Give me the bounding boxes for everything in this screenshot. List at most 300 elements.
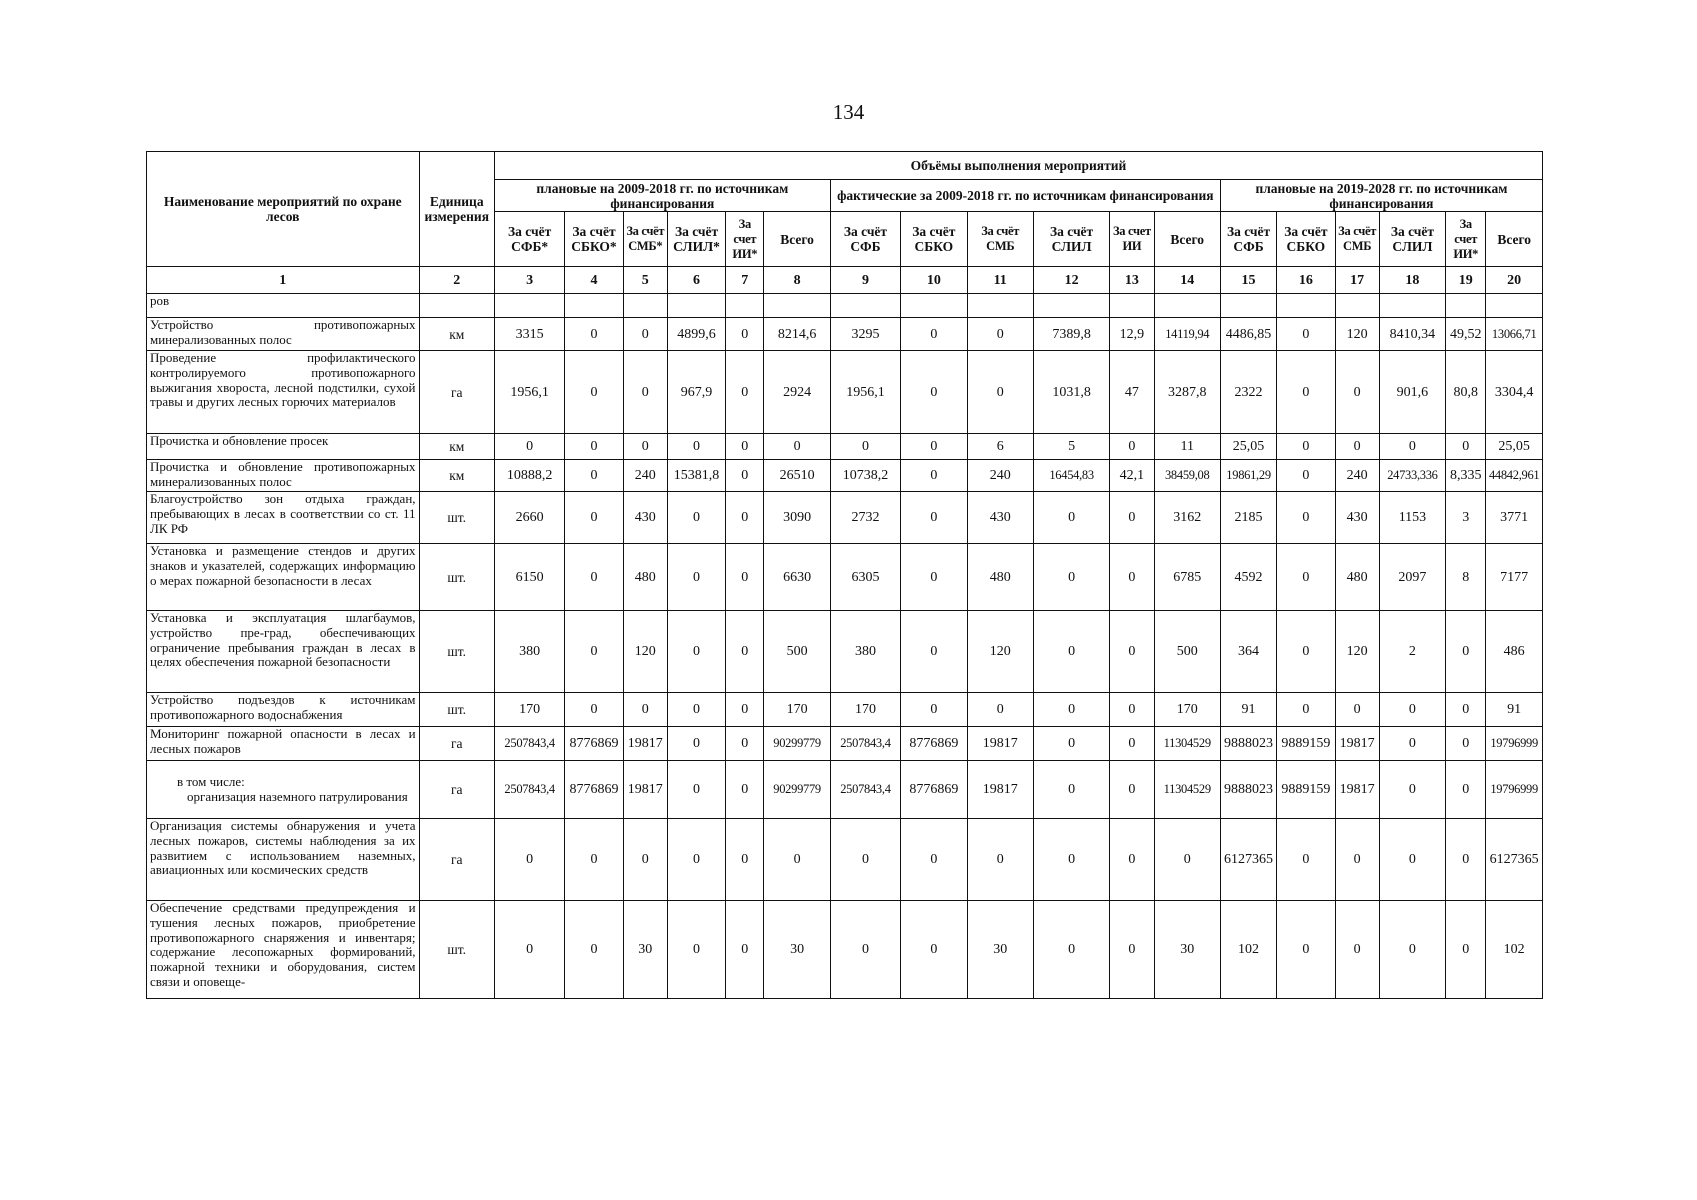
- value-cell: 8776869: [901, 761, 967, 819]
- value-cell: 9889159: [1277, 761, 1335, 819]
- value-cell: 0: [726, 611, 764, 693]
- value-cell: 0: [967, 819, 1033, 901]
- value-cell: 170: [764, 693, 830, 727]
- value-cell: 0: [1446, 611, 1486, 693]
- value-cell: 0: [726, 761, 764, 819]
- value-cell: 10738,2: [830, 460, 900, 492]
- value-cell: 0: [764, 819, 830, 901]
- value-cell: 0: [726, 901, 764, 999]
- value-cell: 0: [1379, 434, 1445, 460]
- value-cell: [494, 294, 564, 318]
- value-cell: 8: [1446, 544, 1486, 611]
- column-number: 16: [1277, 267, 1335, 294]
- subheader-actual-2009-6: Всего: [1154, 212, 1220, 267]
- value-cell: 0: [830, 901, 900, 999]
- subheader-planned-2019-4: За счёт СЛИЛ: [1379, 212, 1445, 267]
- value-cell: 967,9: [667, 351, 725, 434]
- value-cell: 0: [565, 819, 623, 901]
- value-cell: 0: [565, 318, 623, 351]
- value-cell: [1277, 294, 1335, 318]
- subheader-actual-2009-1: За счёт СФБ: [830, 212, 900, 267]
- value-cell: [623, 294, 667, 318]
- subheader-actual-2009-4: За счёт СЛИЛ: [1033, 212, 1109, 267]
- value-cell: 0: [494, 819, 564, 901]
- value-cell: 19817: [967, 727, 1033, 761]
- value-cell: 0: [667, 611, 725, 693]
- activity-name: Установка и эксплуатация шлагбаумов, устройство пре-град, обеспечивающих ограничение пребывания граждан в лесах в целях обеспечения пожарной безопасности: [147, 611, 420, 693]
- value-cell: 2: [1379, 611, 1445, 693]
- header-name: Наименование мероприятий по охране лесов: [147, 152, 420, 267]
- value-cell: 6: [967, 434, 1033, 460]
- value-cell: 30: [1154, 901, 1220, 999]
- value-cell: [1335, 294, 1379, 318]
- value-cell: 0: [901, 434, 967, 460]
- unit-cell: шт.: [419, 611, 494, 693]
- value-cell: 0: [1446, 727, 1486, 761]
- value-cell: 26510: [764, 460, 830, 492]
- column-number: 19: [1446, 267, 1486, 294]
- value-cell: 1031,8: [1033, 351, 1109, 434]
- header-planned-2009: плановые на 2009-2018 гг. по источникам финансирования: [494, 180, 830, 212]
- value-cell: 0: [1277, 819, 1335, 901]
- value-cell: 364: [1220, 611, 1276, 693]
- value-cell: 0: [764, 434, 830, 460]
- value-cell: [901, 294, 967, 318]
- value-cell: [967, 294, 1033, 318]
- value-cell: 19796999: [1486, 761, 1543, 819]
- value-cell: 2507843,4: [494, 761, 564, 819]
- value-cell: 0: [667, 819, 725, 901]
- value-cell: 380: [494, 611, 564, 693]
- activity-name: Обеспечение средствами предупреждения и тушения лесных пожаров, приобретение противопожарного снаряжения и инвентаря; содержание лесопожарных формирований, пожарной техники и оборудования, систем связи и оповеще-: [147, 901, 420, 999]
- unit-cell: шт.: [419, 693, 494, 727]
- value-cell: [565, 294, 623, 318]
- value-cell: 0: [1033, 901, 1109, 999]
- value-cell: 44842,961: [1486, 460, 1543, 492]
- column-number: 13: [1110, 267, 1154, 294]
- value-cell: 0: [726, 351, 764, 434]
- value-cell: 0: [1335, 434, 1379, 460]
- subheader-planned-2009-3: За счёт СМБ*: [623, 212, 667, 267]
- value-cell: 0: [1110, 693, 1154, 727]
- value-cell: 0: [1033, 492, 1109, 544]
- activity-name: ров: [147, 294, 420, 318]
- value-cell: 14119,94: [1154, 318, 1220, 351]
- value-cell: 0: [901, 351, 967, 434]
- activity-name: Устройство подъездов к источникам противопожарного водоснабжения: [147, 693, 420, 727]
- value-cell: 0: [1446, 901, 1486, 999]
- value-cell: 120: [1335, 611, 1379, 693]
- value-cell: 11304529: [1154, 761, 1220, 819]
- value-cell: 0: [565, 901, 623, 999]
- activity-name: Устройство противопожарных минерализованных полос: [147, 318, 420, 351]
- value-cell: 6305: [830, 544, 900, 611]
- value-cell: 120: [1335, 318, 1379, 351]
- value-cell: 0: [667, 693, 725, 727]
- value-cell: 0: [1379, 819, 1445, 901]
- value-cell: 0: [830, 819, 900, 901]
- value-cell: 8776869: [901, 727, 967, 761]
- value-cell: 0: [901, 693, 967, 727]
- value-cell: 0: [726, 492, 764, 544]
- value-cell: 2732: [830, 492, 900, 544]
- value-cell: 19817: [623, 727, 667, 761]
- value-cell: 0: [623, 819, 667, 901]
- value-cell: 16454,83: [1033, 460, 1109, 492]
- value-cell: 0: [667, 761, 725, 819]
- value-cell: [764, 294, 830, 318]
- header-planned-2019: плановые на 2019-2028 гг. по источникам финансирования: [1220, 180, 1542, 212]
- value-cell: 3162: [1154, 492, 1220, 544]
- value-cell: 0: [623, 351, 667, 434]
- unit-cell: шт.: [419, 492, 494, 544]
- value-cell: 0: [726, 544, 764, 611]
- unit-cell: км: [419, 318, 494, 351]
- value-cell: 0: [1379, 727, 1445, 761]
- value-cell: 49,52: [1446, 318, 1486, 351]
- value-cell: 30: [967, 901, 1033, 999]
- value-cell: 240: [967, 460, 1033, 492]
- column-number: 3: [494, 267, 564, 294]
- column-number: 12: [1033, 267, 1109, 294]
- value-cell: 3090: [764, 492, 830, 544]
- subheader-planned-2019-1: За счёт СФБ: [1220, 212, 1276, 267]
- value-cell: 500: [1154, 611, 1220, 693]
- value-cell: 91: [1486, 693, 1543, 727]
- value-cell: [1033, 294, 1109, 318]
- value-cell: 2660: [494, 492, 564, 544]
- value-cell: 170: [1154, 693, 1220, 727]
- subheader-planned-2019-2: За счёт СБКО: [1277, 212, 1335, 267]
- subheader-planned-2019-3: За счёт СМБ: [1335, 212, 1379, 267]
- value-cell: 0: [623, 434, 667, 460]
- value-cell: 0: [1033, 611, 1109, 693]
- table-row: [147, 727, 1543, 761]
- value-cell: 6150: [494, 544, 564, 611]
- subheader-planned-2009-2: За счёт СБКО*: [565, 212, 623, 267]
- table-row: [147, 434, 1543, 460]
- activity-name: Мониторинг пожарной опасности в лесах и лесных пожаров: [147, 727, 420, 761]
- value-cell: 480: [623, 544, 667, 611]
- table-row: [147, 761, 1543, 819]
- value-cell: 0: [1277, 611, 1335, 693]
- header-group-title: Объёмы выполнения мероприятий: [494, 152, 1542, 180]
- value-cell: 4592: [1220, 544, 1276, 611]
- value-cell: 0: [901, 318, 967, 351]
- value-cell: 1956,1: [830, 351, 900, 434]
- value-cell: 7177: [1486, 544, 1543, 611]
- value-cell: 2924: [764, 351, 830, 434]
- table-row: [147, 693, 1543, 727]
- value-cell: 8214,6: [764, 318, 830, 351]
- value-cell: 6127365: [1220, 819, 1276, 901]
- value-cell: [726, 294, 764, 318]
- value-cell: 3304,4: [1486, 351, 1543, 434]
- value-cell: 1153: [1379, 492, 1445, 544]
- value-cell: 47: [1110, 351, 1154, 434]
- column-number: 1: [147, 267, 420, 294]
- value-cell: 11304529: [1154, 727, 1220, 761]
- header-unit: Единица измерения: [419, 152, 494, 267]
- activity-name: Организация системы обнаружения и учета лесных пожаров, системы наблюдения за их развитием с использованием наземных, авиационных или космических средств: [147, 819, 420, 901]
- value-cell: 9889159: [1277, 727, 1335, 761]
- value-cell: 80,8: [1446, 351, 1486, 434]
- table-row: [147, 294, 1543, 318]
- value-cell: 5: [1033, 434, 1109, 460]
- column-number: 4: [565, 267, 623, 294]
- value-cell: 901,6: [1379, 351, 1445, 434]
- value-cell: 240: [623, 460, 667, 492]
- value-cell: 3287,8: [1154, 351, 1220, 434]
- value-cell: 0: [1277, 693, 1335, 727]
- value-cell: 12,9: [1110, 318, 1154, 351]
- table-row: [147, 901, 1543, 999]
- value-cell: 9888023: [1220, 761, 1276, 819]
- value-cell: 0: [1033, 693, 1109, 727]
- value-cell: 0: [1033, 761, 1109, 819]
- value-cell: 19796999: [1486, 727, 1543, 761]
- value-cell: 0: [726, 819, 764, 901]
- value-cell: 0: [667, 901, 725, 999]
- value-cell: 0: [1277, 460, 1335, 492]
- column-number: 2: [419, 267, 494, 294]
- table-row: [147, 318, 1543, 351]
- subheader-planned-2019-6: Всего: [1486, 212, 1543, 267]
- subheader-planned-2009-5: За счет ИИ*: [726, 212, 764, 267]
- value-cell: 0: [1379, 693, 1445, 727]
- value-cell: 6630: [764, 544, 830, 611]
- value-cell: 0: [967, 693, 1033, 727]
- value-cell: 240: [1335, 460, 1379, 492]
- column-number: 15: [1220, 267, 1276, 294]
- column-number: 10: [901, 267, 967, 294]
- value-cell: 11: [1154, 434, 1220, 460]
- value-cell: 0: [623, 318, 667, 351]
- value-cell: 38459,08: [1154, 460, 1220, 492]
- value-cell: 3315: [494, 318, 564, 351]
- value-cell: 0: [901, 492, 967, 544]
- activity-name: Установка и размещение стендов и других знаков и указателей, содержащих информацию о мерах пожарной безопасности в лесах: [147, 544, 420, 611]
- value-cell: 0: [565, 544, 623, 611]
- value-cell: 500: [764, 611, 830, 693]
- table-row: [147, 544, 1543, 611]
- value-cell: 8776869: [565, 761, 623, 819]
- value-cell: 2507843,4: [830, 761, 900, 819]
- activity-name-sub: организация наземного патрулирования: [187, 788, 408, 804]
- value-cell: 0: [494, 901, 564, 999]
- value-cell: 0: [565, 460, 623, 492]
- column-number: 7: [726, 267, 764, 294]
- value-cell: 19817: [967, 761, 1033, 819]
- value-cell: 0: [667, 434, 725, 460]
- value-cell: 2507843,4: [830, 727, 900, 761]
- value-cell: 380: [830, 611, 900, 693]
- table-row: [147, 351, 1543, 434]
- value-cell: 0: [565, 611, 623, 693]
- unit-cell: км: [419, 434, 494, 460]
- subheader-actual-2009-3: За счёт СМБ: [967, 212, 1033, 267]
- value-cell: 0: [1033, 819, 1109, 901]
- value-cell: 0: [1277, 901, 1335, 999]
- value-cell: 170: [830, 693, 900, 727]
- column-number: 6: [667, 267, 725, 294]
- unit-cell: [419, 294, 494, 318]
- value-cell: [1486, 294, 1543, 318]
- value-cell: 8410,34: [1379, 318, 1445, 351]
- subheader-planned-2009-6: Всего: [764, 212, 830, 267]
- value-cell: 0: [565, 351, 623, 434]
- header-actual-2009: фактические за 2009-2018 гг. по источникам финансирования: [830, 180, 1220, 212]
- value-cell: 0: [1335, 901, 1379, 999]
- value-cell: 0: [1335, 693, 1379, 727]
- value-cell: 0: [1154, 819, 1220, 901]
- table-row: [147, 492, 1543, 544]
- value-cell: 0: [967, 351, 1033, 434]
- value-cell: 24733,336: [1379, 460, 1445, 492]
- value-cell: 0: [726, 727, 764, 761]
- value-cell: 0: [1277, 318, 1335, 351]
- value-cell: 0: [667, 727, 725, 761]
- value-cell: 0: [1335, 351, 1379, 434]
- value-cell: 0: [1110, 434, 1154, 460]
- value-cell: 4486,85: [1220, 318, 1276, 351]
- column-number: 8: [764, 267, 830, 294]
- value-cell: 0: [901, 901, 967, 999]
- value-cell: 3: [1446, 492, 1486, 544]
- value-cell: 1956,1: [494, 351, 564, 434]
- value-cell: 25,05: [1220, 434, 1276, 460]
- column-number: 14: [1154, 267, 1220, 294]
- value-cell: 480: [1335, 544, 1379, 611]
- page-number: 134: [832, 100, 865, 124]
- column-number: 9: [830, 267, 900, 294]
- value-cell: 0: [901, 544, 967, 611]
- value-cell: 19861,29: [1220, 460, 1276, 492]
- value-cell: 0: [1446, 819, 1486, 901]
- value-cell: 42,1: [1110, 460, 1154, 492]
- value-cell: 0: [1277, 434, 1335, 460]
- value-cell: 0: [901, 460, 967, 492]
- value-cell: 90299779: [764, 727, 830, 761]
- table-row: [147, 819, 1543, 901]
- value-cell: 0: [901, 819, 967, 901]
- activity-name: Проведение профилактического контролируемого противопожарного выжигания хвороста, лесной подстилки, сухой травы и других лесных горючих материалов: [147, 351, 420, 434]
- column-number: 11: [967, 267, 1033, 294]
- value-cell: 0: [1446, 434, 1486, 460]
- value-cell: 0: [1033, 544, 1109, 611]
- value-cell: 0: [1277, 492, 1335, 544]
- activity-name: Благоустройство зон отдыха граждан, пребывающих в лесах в соответствии со ст. 11 ЛК РФ: [147, 492, 420, 544]
- value-cell: 25,05: [1486, 434, 1543, 460]
- value-cell: [1220, 294, 1276, 318]
- unit-cell: шт.: [419, 544, 494, 611]
- value-cell: 2185: [1220, 492, 1276, 544]
- value-cell: 0: [667, 544, 725, 611]
- table-row: [147, 460, 1543, 492]
- value-cell: 19817: [1335, 727, 1379, 761]
- value-cell: 0: [565, 492, 623, 544]
- unit-cell: га: [419, 761, 494, 819]
- column-number: 20: [1486, 267, 1543, 294]
- unit-cell: га: [419, 819, 494, 901]
- activity-name: Прочистка и обновление противопожарных минерализованных полос: [147, 460, 420, 492]
- value-cell: 0: [830, 434, 900, 460]
- value-cell: [1446, 294, 1486, 318]
- value-cell: 0: [494, 434, 564, 460]
- value-cell: 13066,71: [1486, 318, 1543, 351]
- value-cell: 0: [967, 318, 1033, 351]
- value-cell: 2322: [1220, 351, 1276, 434]
- value-cell: 0: [901, 611, 967, 693]
- value-cell: 8,335: [1446, 460, 1486, 492]
- value-cell: 0: [726, 693, 764, 727]
- activity-name: Прочистка и обновление просек: [147, 434, 420, 460]
- value-cell: 2507843,4: [494, 727, 564, 761]
- column-number: 18: [1379, 267, 1445, 294]
- value-cell: 0: [565, 434, 623, 460]
- value-cell: 10888,2: [494, 460, 564, 492]
- value-cell: 0: [1110, 819, 1154, 901]
- activity-name-lead: в том числе:: [177, 773, 245, 789]
- value-cell: 90299779: [764, 761, 830, 819]
- value-cell: 0: [1277, 544, 1335, 611]
- value-cell: 430: [1335, 492, 1379, 544]
- value-cell: 0: [667, 492, 725, 544]
- value-cell: 0: [1110, 761, 1154, 819]
- value-cell: 8776869: [565, 727, 623, 761]
- value-cell: 0: [1446, 761, 1486, 819]
- unit-cell: га: [419, 727, 494, 761]
- value-cell: 0: [1110, 901, 1154, 999]
- value-cell: 3295: [830, 318, 900, 351]
- value-cell: 91: [1220, 693, 1276, 727]
- subheader-planned-2009-1: За счёт СФБ*: [494, 212, 564, 267]
- value-cell: 15381,8: [667, 460, 725, 492]
- table-row: [147, 611, 1543, 693]
- value-cell: 0: [1110, 611, 1154, 693]
- value-cell: 30: [764, 901, 830, 999]
- value-cell: 0: [623, 693, 667, 727]
- value-cell: 19817: [623, 761, 667, 819]
- value-cell: 6785: [1154, 544, 1220, 611]
- value-cell: 4899,6: [667, 318, 725, 351]
- activity-name: [147, 761, 420, 819]
- column-number: 17: [1335, 267, 1379, 294]
- value-cell: [830, 294, 900, 318]
- value-cell: 0: [565, 693, 623, 727]
- unit-cell: га: [419, 351, 494, 434]
- value-cell: 7389,8: [1033, 318, 1109, 351]
- value-cell: 0: [1110, 727, 1154, 761]
- value-cell: 6127365: [1486, 819, 1543, 901]
- value-cell: 430: [623, 492, 667, 544]
- forest-protection-table: [146, 151, 1543, 999]
- value-cell: 120: [623, 611, 667, 693]
- value-cell: 0: [1033, 727, 1109, 761]
- subheader-actual-2009-2: За счёт СБКО: [901, 212, 967, 267]
- value-cell: 170: [494, 693, 564, 727]
- value-cell: 102: [1220, 901, 1276, 999]
- value-cell: [1379, 294, 1445, 318]
- subheader-planned-2009-4: За счёт СЛИЛ*: [667, 212, 725, 267]
- value-cell: [1110, 294, 1154, 318]
- value-cell: 0: [726, 434, 764, 460]
- value-cell: 19817: [1335, 761, 1379, 819]
- value-cell: [667, 294, 725, 318]
- unit-cell: км: [419, 460, 494, 492]
- value-cell: 9888023: [1220, 727, 1276, 761]
- value-cell: 3771: [1486, 492, 1543, 544]
